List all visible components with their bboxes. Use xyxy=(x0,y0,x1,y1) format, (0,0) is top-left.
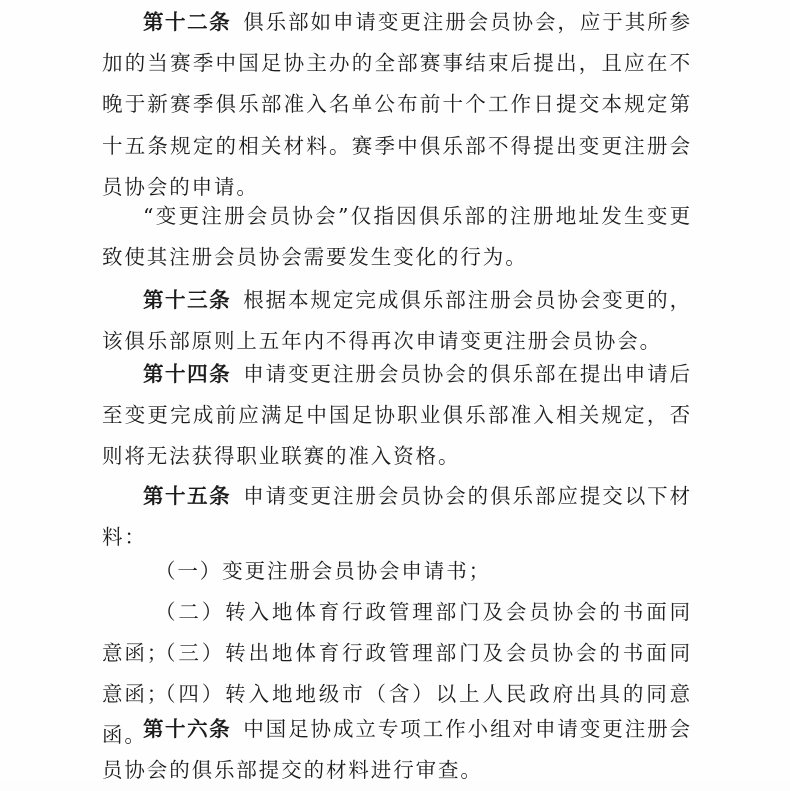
article-12-note xyxy=(102,196,692,278)
article-13-text: 根据本规定完成俱乐部注册会员协会变更的，该俱乐部原则上五年内不得再次申请变更注册会员协会。 xyxy=(102,288,693,354)
article-16-number: 第十六条 xyxy=(143,717,232,741)
article-15-text: 申请变更注册会员协会的俱乐部应提交以下材料： xyxy=(102,484,693,550)
article-13 xyxy=(102,280,692,362)
article-15-item-4: （四）转入地地级市（含）以上人民政府出具的同意函。 xyxy=(102,682,692,748)
article-15-item-1: （一）变更注册会员协会申请书； xyxy=(155,559,491,583)
article-16 xyxy=(102,709,692,791)
article-16-text: 中国足协成立专项工作小组对申请变更注册会员协会的俱乐部提交的材料进行审查。 xyxy=(102,717,693,783)
article-15-item-2: （二）转入地体育行政管理部门及会员协会的书面同意函； xyxy=(102,600,692,666)
article-12-number: 第十二条 xyxy=(143,10,232,34)
article-15 xyxy=(102,476,692,558)
article-14 xyxy=(102,354,692,478)
article-14-text: 申请变更注册会员协会的俱乐部在提出申请后至变更完成前应满足中国足协职业俱乐部准入相关规定，否则将无法获得职业联赛的准入资格。 xyxy=(102,362,693,469)
article-12-text: 俱乐部如申请变更注册会员协会，应于其所参加的当赛季中国足协主办的全部赛事结束后提出，且应在不晚于新赛季俱乐部准入名单公布前十个工作日提交本规定第十五条规定的相关材料。赛季中俱乐部不得提出变更注册会员协会的申请。 xyxy=(102,10,693,199)
article-15-item-3: （三）转出地体育行政管理部门及会员协会的书面同意函； xyxy=(102,641,692,707)
article-14-number: 第十四条 xyxy=(143,362,232,386)
article-15-number: 第十五条 xyxy=(143,484,232,508)
article-12 xyxy=(102,2,692,208)
article-13-number: 第十三条 xyxy=(143,288,232,312)
article-12-note-text: “变更注册会员协会”仅指因俱乐部的注册地址发生变更致使其注册会员协会需要发生变化的行为。 xyxy=(102,204,692,270)
